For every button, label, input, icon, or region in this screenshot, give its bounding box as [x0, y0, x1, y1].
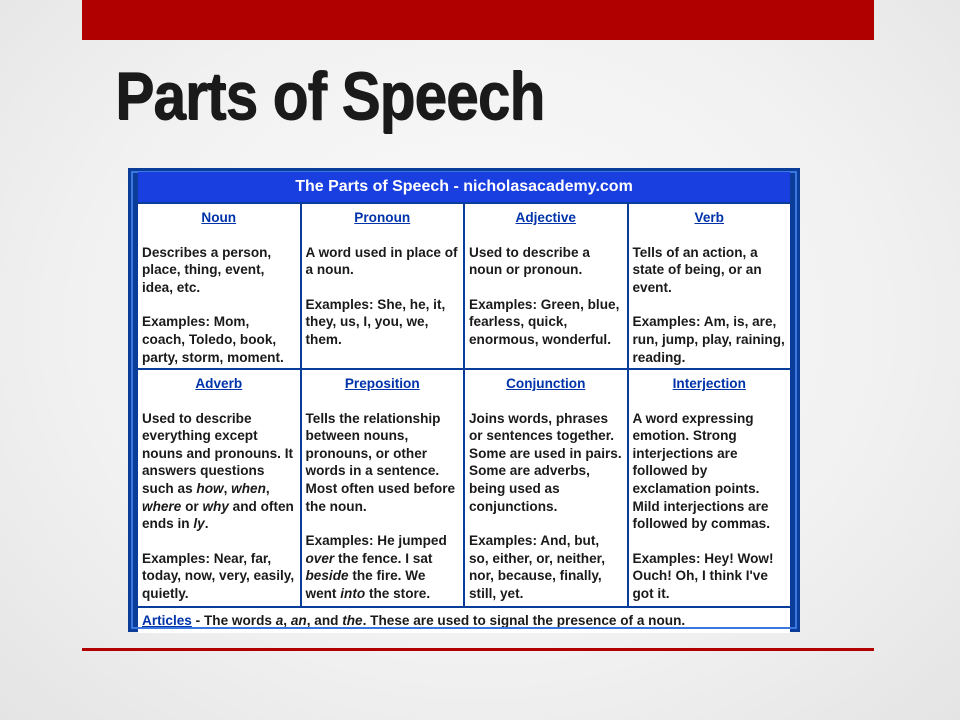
bottom-accent-rule: [82, 648, 874, 651]
cell-desc-adverb: Used to describe everything except nouns and pronouns. It answers questions such as how, when, where or why and often ends in ly.: [142, 410, 294, 532]
articles-footer: Articles - The words a, an, and the. These are used to signal the presence of a noun.: [138, 608, 790, 633]
cell-examples-adverb: Examples: Near, far, today, now, very, easily, quietly.: [142, 550, 295, 601]
cell-desc-pronoun: A word used in place of a noun.: [305, 244, 458, 278]
cell-desc-noun: Describes a person, place, thing, event, idea, etc.: [142, 244, 272, 295]
cell-adverb: [138, 370, 300, 606]
cell-examples-adjective: Examples: Green, blue, fearless, quick, enormous, wonderful.: [469, 296, 620, 347]
table-grid: [138, 204, 790, 606]
cell-examples-noun: Examples: Mom, coach, Toledo, book, party, storm, moment.: [142, 314, 284, 365]
cell-examples-conjunction: Examples: And, but, so, either, or, neither, nor, because, finally, still, yet.: [469, 533, 605, 601]
cell-desc-conjunction: Joins words, phrases or sentences together. Some are used in pairs. Some are adverbs, being used as conjunctions.: [469, 410, 622, 514]
cell-preposition: [302, 370, 464, 606]
top-accent-bar: [82, 0, 874, 40]
cell-title-interjection: Interjection: [672, 376, 746, 391]
cell-title-preposition: Preposition: [344, 376, 420, 391]
cell-desc-interjection: A word expressing emotion. Strong interjections are followed by exclamation points. Mild interjections are followed by commas.: [632, 410, 770, 532]
cell-desc-adjective: Used to describe a noun or pronoun.: [469, 244, 590, 278]
cell-title-pronoun: Pronoun: [354, 210, 411, 225]
cell-desc-preposition: Tells the relationship between nouns, pronouns, or other words in a sentence. Most often used before the noun.: [305, 410, 456, 514]
cell-adjective: [465, 204, 627, 368]
cell-examples-pronoun: Examples: She, he, it, they, us, I, you, we, them.: [305, 296, 446, 347]
cell-desc-verb: Tells of an action, a state of being, or an event.: [632, 244, 762, 295]
articles-link[interactable]: Articles: [142, 613, 192, 628]
cell-noun: [138, 204, 300, 368]
cell-title-noun: Noun: [201, 210, 237, 225]
cell-examples-verb: Examples: Am, is, are, run, jump, play, raining, reading.: [632, 314, 785, 365]
cell-examples-preposition: Examples: He jumped over the fence. I sat beside the fire. We went into the store.: [305, 533, 447, 601]
cell-conjunction: [465, 370, 627, 606]
cell-title-verb: Verb: [694, 210, 724, 225]
cell-title-adjective: Adjective: [515, 210, 576, 225]
cell-pronoun: [302, 204, 464, 368]
table-header: The Parts of Speech - nicholasacademy.com: [138, 172, 790, 202]
parts-of-speech-table: [128, 168, 800, 632]
cell-interjection: [629, 370, 791, 606]
cell-verb: [629, 204, 791, 368]
slide-title: Parts of Speech: [115, 58, 545, 134]
cell-title-conjunction: Conjunction: [506, 376, 586, 391]
cell-title-adverb: Adverb: [195, 376, 243, 391]
cell-examples-interjection: Examples: Hey! Wow! Ouch! Oh, I think I've got it.: [632, 550, 774, 601]
